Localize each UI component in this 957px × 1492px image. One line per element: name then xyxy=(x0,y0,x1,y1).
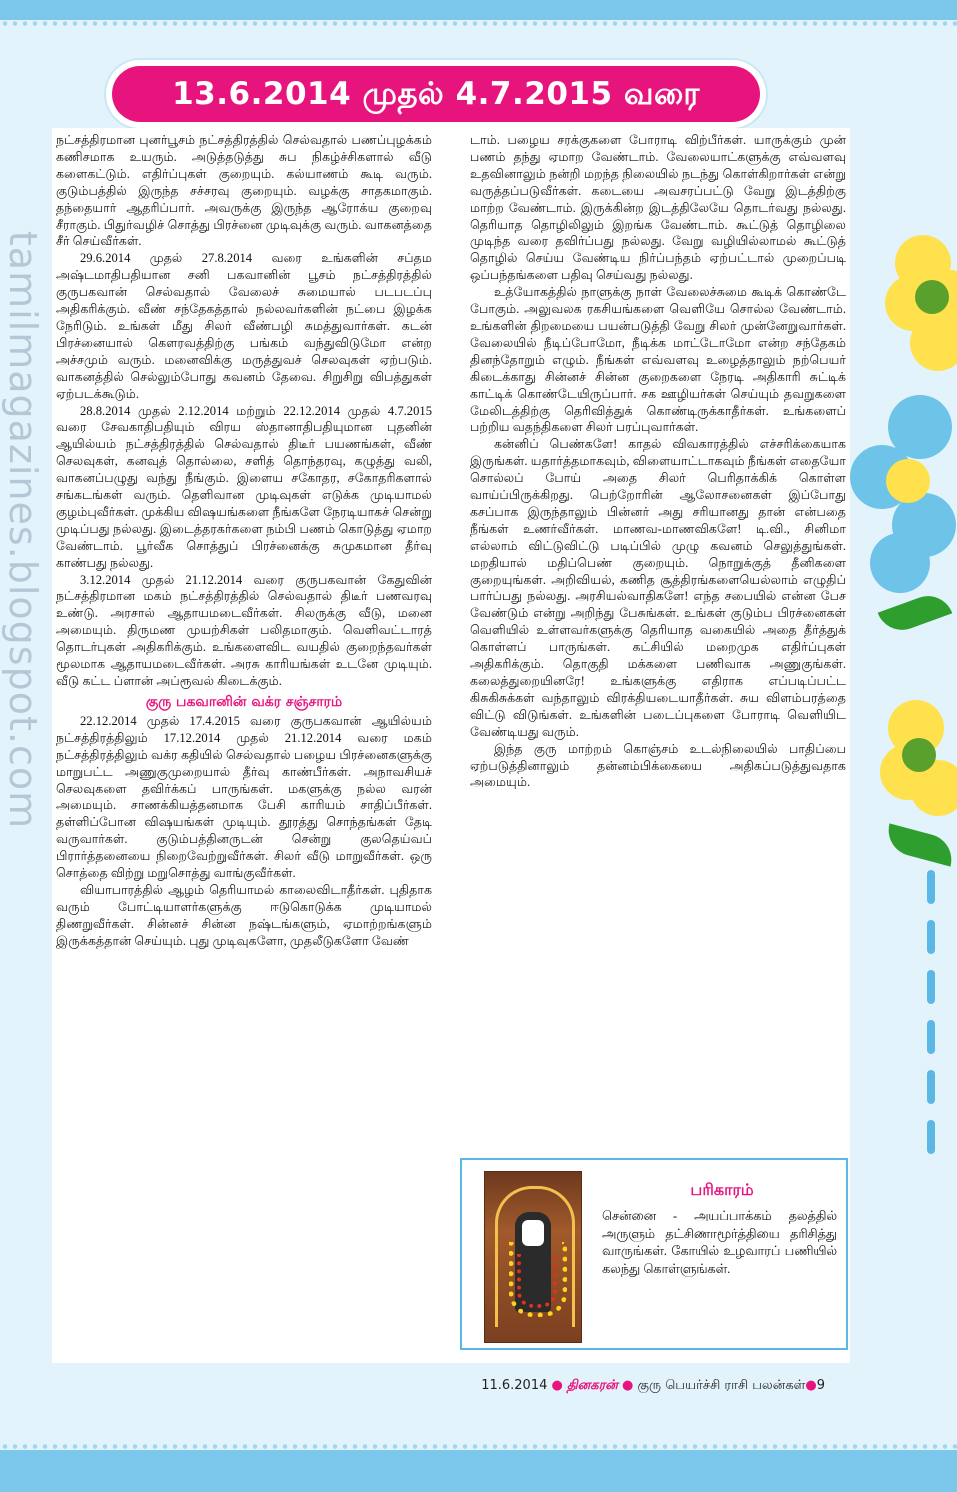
bullet-icon: ● xyxy=(805,1378,817,1393)
remedy-text: சென்னை - அயப்பாக்கம் தலத்தில் அருளும் தட்சிணாமூர்த்தியை தரிசித்து வாருங்கள். கோயில் உழவாரப் பணியில் கலந்து கொள்ளுங்கள். xyxy=(602,1209,837,1276)
page-number: 9 xyxy=(816,1378,825,1393)
paragraph: டாம். பழைய சரக்குகளை போராடி விற்பீர்கள். யாருக்கும் முன் பணம் தந்து ஏமாற வேண்டாம். வேலையாட்களுக்கு எவ்வளவு உதவினாலும் நன்றி மறந்த நிலையில் நடந்து கொள்கிறார்கள் என்று வருத்தப்படுவீர்கள். கடையை அவசரப்பட்டு வேறு இடத்திற்கு மாற்ற வேண்டாம். இருக்கின்ற இடத்திலேயே தொடர்வது நல்லது. தெரியாத தொழிலிலும் இறங்க வேண்டாம். கூட்டுத் தொழிலை முடிந்த வரை தவிர்ப்பது நல்லது. வேறு வழியில்லாமல் கூட்டுத் தொழில் செய்ய வேண்டிய நிர்ப்பந்தம் ஏற்பட்டால் முறைப்படி ஒப்பந்தங்களை பதிவு செய்வது நல்லது. xyxy=(470,133,846,283)
dash-decoration xyxy=(927,920,935,954)
paragraph: 3.12.2014 முதல் 21.12.2014 வரை குருபகவான் கேதுவின் நட்சத்திரமான மகம் நட்சத்திரத்தில் செல்வதால் திடீர் பணவரவு உண்டு. அரசால் ஆதாயமடைவீர்கள். சிலருக்கு வீடு, மனை அமையும். திருமண முயற்சிகள் பலிதமாகும். வெளிவட்டாரத் தொடர்புகள் அதிகரிக்கும். உங்களைவிட வயதில் குறைந்தவர்கள் மூலமாக ஆதாயமடைவீர்கள். அரசு காரியங்கள் உடனே முடியும். வீடு கட்ட ப்ளான் அப்ரூவல் கிடைக்கும். xyxy=(56,572,432,688)
page-title: 13.6.2014 முதல் 4.7.2015 வரை xyxy=(112,66,760,122)
dash-decoration xyxy=(927,1070,935,1104)
flower-decoration xyxy=(885,235,957,385)
watermark xyxy=(2,150,44,910)
watermark-text: tamilmagazines.blogspot.com xyxy=(1,230,46,830)
title-banner xyxy=(106,60,766,128)
paragraph: உத்யோகத்தில் நாளுக்கு நாள் வேலைச்சுமை கூடிக் கொண்டே போகும். அலுவலக ரகசியங்களை வெளியே சொல்ல வேண்டாம். உங்களின் திறமையை பயன்படுத்தி வேறு சிலர் முன்னேறுவார்கள். வேலையில் நீடிப்போமோ, நீடிக்க மாட்டோமோ என்ற சந்தேகம் தினந்தோறும் எழும். நீங்கள் எவ்வளவு உழைத்தாலும் நற்பெயர் கிடைக்காது சின்னச் சின்ன குறைகளை நேரடி அதிகாரி சுட்டிக் காட்டிக் கொண்டேயிருப்பார். சக ஊழியர்கள் செய்யும் தவறுகளை மேலிடத்திற்கு தெரிவித்துக் கொண்டிருக்காதீர்கள். உங்களைப் பற்றிய வதந்திகளை சிலர் பரப்புவார்கள். xyxy=(470,285,846,435)
deity-image xyxy=(484,1171,582,1343)
bullet-icon: ● xyxy=(551,1378,563,1393)
top-dots xyxy=(0,20,957,27)
top-band xyxy=(0,0,957,20)
paragraph: நட்சத்திரமான புனர்பூசம் நட்சத்திரத்தில் செல்வதால் பணப்புழக்கம் கணிசமாக உயரும். அடுத்தடுத்து சுப நிகழ்ச்சிகளால் வீடு களைகட்டும். எதிர்ப்புகள் குறையும். கல்யாணம் கூடி வரும். குடும்பத்தில் இருந்த சச்சரவு குறையும். வழக்கு சாதகமாகும். தந்தையார் ஆதரிப்பார். அவருக்கு இருந்த ஆரோக்ய குறைவு சீராகும். பிதுர்வழிச் சொத்து பிரச்னை முடிவுக்கு வரும். வாகனத்தை சீர் செய்வீர்கள். xyxy=(56,133,432,249)
article-body xyxy=(52,128,850,1363)
paragraph: 29.6.2014 முதல் 27.8.2014 வரை உங்களின் சப்தம அஷ்டமாதிபதியான சனி பகவானின் பூசம் நட்சத்திரத்தில் குருபகவான் செல்வதால் வேலைச் சுமையால் படபடப்பு அதிகரிக்கும். வீண் சந்தேகத்தால் நல்லவர்களின் நட்பை இழக்க நேரிடும். உங்கள் மீது சிலர் வீண்பழி சுமத்துவார்கள். கடன் பிரச்னையால் கௌரவத்திற்கு பங்கம் வந்துவிடுமோ என்ற அச்சமும் வரும். மனைவிக்கு மருத்துவச் செலவுகள் ஏற்படும். வாகனத்தில் செல்லும்போது கவனம் தேவை. சிறுசிறு விபத்துகள் ஏற்படக்கூடும். xyxy=(56,251,432,401)
paragraph: கன்னிப் பெண்களே! காதல் விவகாரத்தில் எச்சரிக்கையாக இருங்கள். யதார்த்தமாகவும், விளையாட்டாகவும் நீங்கள் எதையோ சொல்லப் போய் அதை சிலர் பெரிதாக்கிக் கொள்ள வாய்ப்பிருக்கிறது. பெற்றோரின் ஆலோசனைகள் இப்போது கசப்பாக இருந்தாலும் பின்னர் அது சரியானது தான் என்பதை நீங்கள் உணர்வீர்கள். மாணவ-மாணவிகளே! டி.வி., சினிமா எல்லாம் விட்டுவிட்டு படிப்பில் முழு கவனம் செலுத்துங்கள். மறதியால் மதிப்பெண் குறையும். நொறுக்குத் தீனிகளை குறையுங்கள். அறிவியல், கணித சூத்திரங்களையெல்லாம் எழுதிப் பார்ப்பது நல்லது. அரசியல்வாதிகளே! எந்த சபையில் என்ன பேச வேண்டும் என்று அறிந்து பேசுங்கள். உங்கள் குடும்ப பிரச்னைகள் வெளியில் உள்ளவர்களுக்கு தெரியாத வகையில் அதை தீர்த்துக் கொள்ளப் பாருங்கள். கட்சியில் மறைமுக எதிர்ப்புகள் அதிகரிக்கும். தொகுதி மக்களை பணிவாக அணுகுங்கள். கலைத்துறையினரே! உங்களுக்கு எதிராக எப்படிப்பட்ட கிசுகிசுக்கள் வந்தாலும் விரக்தியடையாதீர்கள். சுய விளம்பரத்தை விட்டு விடுங்கள். உங்களின் படைப்புகளை போராடி வெளியிட வேண்டியது வரும். xyxy=(470,437,846,739)
bottom-dots xyxy=(0,1443,957,1450)
flower-decoration xyxy=(850,395,957,605)
footer-section: குரு பெயர்ச்சி ராசி பலன்கள் xyxy=(637,1378,806,1393)
footer-brand: தினகரன் xyxy=(567,1378,618,1393)
dash-decoration xyxy=(927,1120,935,1154)
dash-decoration xyxy=(927,1020,935,1054)
section-subheading: குரு பகவானின் வக்ர சஞ்சாரம் xyxy=(145,693,343,710)
leaf-decoration xyxy=(883,823,957,866)
page-footer xyxy=(0,1376,957,1398)
remedy-box xyxy=(460,1158,848,1350)
footer-date: 11.6.2014 xyxy=(481,1378,548,1393)
paragraph: 28.8.2014 முதல் 2.12.2014 மற்றும் 22.12.2014 முதல் 4.7.2015 வரை சேவகாதிபதியும் விரய ஸ்தானாதிபதியுமான புதனின் ஆயில்யம் நட்சத்திரத்தில் செல்வதால் திடீர் பயணங்கள், வீண் செலவுகள், கனவுத் தொல்லை, சளித் தொந்தரவு, கழுத்து வலி, வாகனப்பழுது வந்து நீங்கும். இளைய சகோதர, சகோதரிகளால் சங்கடங்கள் வரும். தெளிவான முடிவுகள் எடுக்க முடியாமல் குழம்புவீர்கள். முக்கிய விஷயங்களை நீங்களே நேரடியாகச் சென்று முடிப்பது நல்லது. இடைத்தரகர்களை நம்பி பணம் கொடுத்து ஏமாற வேண்டாம். பூர்வீக சொத்துப் பிரச்னைக்கு சுமுகமான தீர்வு காண்பது நல்லது. xyxy=(56,403,432,570)
dash-decoration xyxy=(927,970,935,1004)
bullet-icon: ● xyxy=(622,1378,634,1393)
remedy-title: பரிகாரம் xyxy=(690,1180,754,1199)
paragraph: இந்த குரு மாற்றம் கொஞ்சம் உடல்நிலையில் பாதிப்பை ஏற்படுத்தினாலும் தன்னம்பிக்கையை அதிகப்படுத்துவதாக அமையும். xyxy=(470,741,846,790)
paragraph: 22.12.2014 முதல் 17.4.2015 வரை குருபகவான் ஆயில்யம் நட்சத்திரத்திலும் 17.12.2014 முதல் 21.12.2014 வரை மகம் நட்சத்திரத்திலும் வக்ர கதியில் செல்வதால் பழைய பிரச்னைகளுக்கு மாறுபட்ட அணுகுமுறையால் தீர்வு காண்பீர்கள். அநாவசியச் செலவுகளை தவிர்க்கப் பாருங்கள். மகளுக்கு நல்ல வரன் அமையும். சாணக்கியத்தனமாக பேசி காரியம் சாதிப்பீர்கள். தள்ளிப்போன விஷயங்கள் முடியும். தூரத்து சொந்தங்கள் தேடி வருவார்கள். குடும்பத்தினருடன் சென்று குலதெய்வப் பிரார்த்தனையை நிறைவேற்றுவீர்கள். சிலர் வீடு மாறுவீர்கள். ஒரு சொத்தை விற்று மறுசொத்து வாங்குவீர்கள். xyxy=(56,713,432,881)
dash-decoration xyxy=(927,870,935,904)
paragraph: வியாபாரத்தில் ஆழம் தெரியாமல் காலைவிடாதீர்கள். புதிதாக வரும் போட்டியாளர்களுக்கு ஈடுகொடுக்க முடியாமல் திணறுவீர்கள். சின்னச் சின்ன நஷ்டங்களும், ஏமாற்றங்களும் இருக்கத்தான் செய்யும். புது முடிவுகளோ, முதலீடுகளோ வேண் xyxy=(56,882,432,948)
flower-decoration xyxy=(880,700,957,820)
left-column xyxy=(56,132,432,1363)
bottom-band xyxy=(0,1450,957,1492)
